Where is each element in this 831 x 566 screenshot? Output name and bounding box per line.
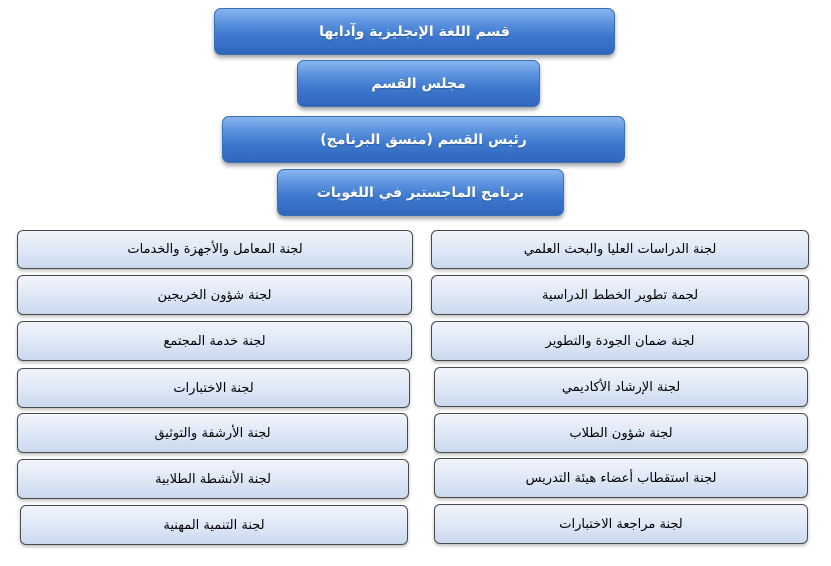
committee-student-activities: لجنة الأنشطة الطلابية (17, 459, 409, 499)
committee-exams: لجنة الاختبارات (17, 368, 410, 408)
committee-community-service: لجنة خدمة المجتمع (17, 321, 412, 361)
committee-curriculum-development: لجمة تطوير الخطط الدراسية (431, 275, 809, 315)
committee-alumni-affairs: لجنة شؤون الخريجين (17, 275, 412, 315)
department-council-box: مجلس القسم (297, 60, 540, 107)
masters-program-box: برنامج الماجستير في اللغويات (277, 169, 564, 216)
committee-exam-review: لجنة مراجعة الاختبارات (434, 504, 808, 544)
committee-academic-advising: لجنة الإرشاد الأكاديمي (434, 367, 808, 407)
committee-faculty-recruitment: لجنة استقطاب أعضاء هيئة التدريس (434, 458, 808, 498)
committee-quality-assurance: لجنة ضمان الجودة والتطوير (431, 321, 809, 361)
department-box: قسم اللغة الإنجليزية وآدابها (214, 8, 615, 55)
committee-archiving-documentation: لجنة الأرشفة والتوثيق (17, 413, 408, 453)
committee-graduate-studies: لجنة الدراسات العليا والبحث العلمي (431, 230, 809, 269)
committee-student-affairs: لجنة شؤون الطلاب (434, 413, 808, 453)
committee-professional-development: لجنة التنمية المهنية (20, 505, 408, 545)
committee-labs-equipment: لجنة المعامل والأجهزة والخدمات (17, 230, 413, 269)
department-head-box: رئيس القسم (منسق البرنامج) (222, 116, 625, 163)
